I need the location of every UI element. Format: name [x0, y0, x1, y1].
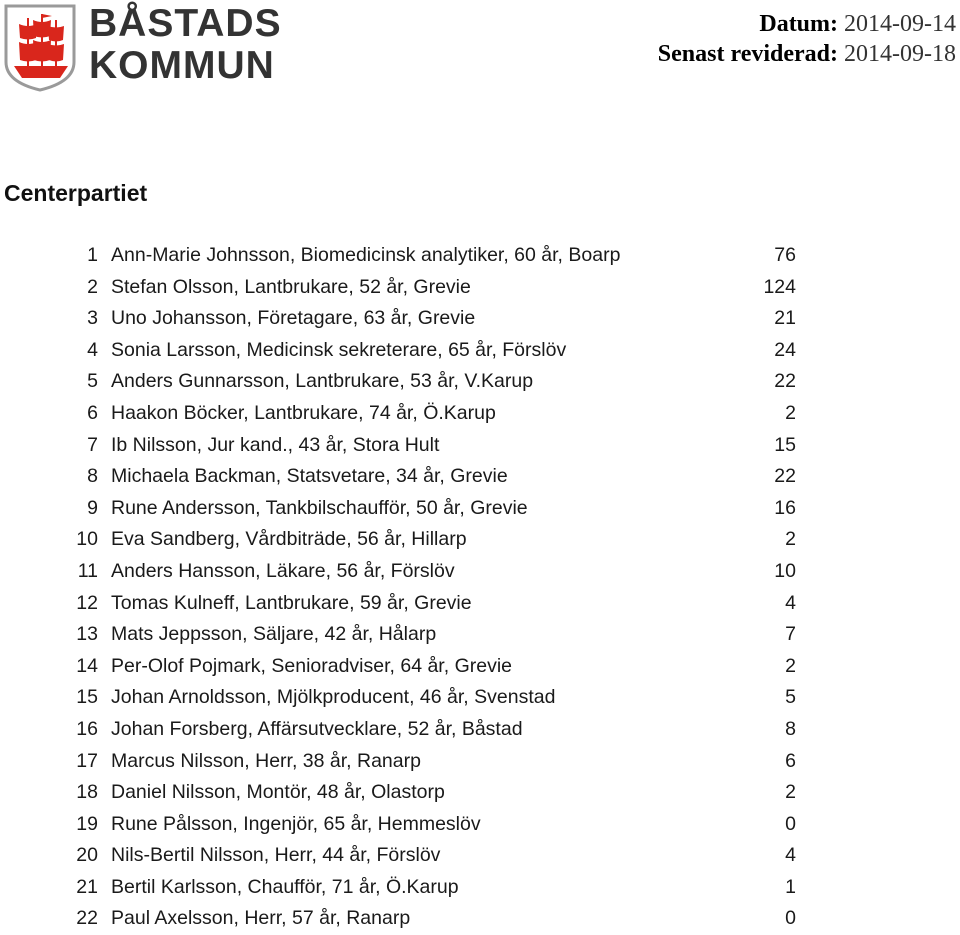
candidate-rank: 14 [76, 654, 98, 677]
candidate-votes: 6 [785, 749, 796, 772]
candidate-rank: 13 [76, 623, 98, 646]
candidate-name: Rune Pålsson, Ingenjör, 65 år, Hemmeslöv [111, 812, 481, 835]
date-value: 2014-09-14 [844, 11, 956, 37]
candidate-votes: 21 [774, 307, 796, 330]
candidate-rank: 16 [76, 717, 98, 740]
candidate-row [0, 240, 960, 272]
candidate-row [0, 398, 960, 430]
candidate-name: Ann-Marie Johnsson, Biomedicinsk analytiker, 60 år, Boarp [111, 244, 621, 266]
candidate-row [0, 903, 960, 935]
candidate-row [0, 809, 960, 841]
candidate-name: Sonia Larsson, Medicinsk sekreterare, 65 år, Förslöv [111, 338, 567, 361]
revised-label: Senast reviderad: [657, 41, 839, 67]
candidate-name: Per-Olof Pojmark, Senioradviser, 64 år, Grevie [111, 654, 512, 677]
candidate-votes: 0 [785, 907, 796, 930]
candidate-list [0, 240, 960, 935]
candidate-votes: 4 [785, 844, 796, 867]
candidate-row [0, 335, 960, 367]
candidate-rank: 6 [87, 401, 98, 424]
candidate-rank: 17 [76, 749, 98, 772]
revised-row [658, 39, 956, 69]
municipality-logo [4, 4, 304, 94]
candidate-name: Daniel Nilsson, Montör, 48 år, Olastorp [111, 781, 445, 804]
candidate-name: Marcus Nilsson, Herr, 38 år, Ranarp [111, 749, 421, 772]
logo-line-1: BÅSTADS [89, 2, 282, 45]
candidate-row [0, 872, 960, 904]
candidate-name: Michaela Backman, Statsvetare, 34 år, Grevie [111, 465, 508, 488]
candidate-row [0, 714, 960, 746]
candidate-rank: 8 [87, 465, 98, 488]
candidate-votes: 16 [774, 496, 796, 519]
candidate-rank: 4 [87, 338, 98, 361]
candidate-votes: 2 [785, 781, 796, 804]
date-row [658, 9, 956, 39]
candidate-votes: 124 [763, 275, 796, 298]
candidate-votes: 4 [785, 591, 796, 614]
document-dates [658, 9, 956, 69]
party-heading: Centerpartiet [4, 180, 148, 206]
candidate-votes: 8 [785, 717, 796, 740]
candidate-row [0, 303, 960, 335]
candidate-rank: 5 [87, 370, 98, 393]
candidate-rank: 10 [76, 528, 98, 551]
candidate-votes: 2 [785, 401, 796, 424]
candidate-rank: 3 [87, 307, 98, 330]
candidate-votes: 5 [785, 686, 796, 709]
candidate-votes: 22 [774, 370, 796, 393]
candidate-row [0, 777, 960, 809]
candidate-name: Tomas Kulneff, Lantbrukare, 59 år, Grevie [111, 591, 472, 614]
ship-crest-icon [4, 4, 78, 92]
candidate-row [0, 556, 960, 588]
candidate-row [0, 493, 960, 525]
candidate-name: Bertil Karlsson, Chaufför, 71 år, Ö.Karup [111, 875, 459, 898]
candidate-rank: 2 [87, 275, 98, 298]
candidate-votes: 1 [785, 875, 796, 898]
candidate-rank: 11 [77, 559, 98, 582]
candidate-row [0, 461, 960, 493]
candidate-row [0, 588, 960, 620]
candidate-rank: 12 [76, 591, 98, 614]
candidate-rank: 22 [76, 907, 98, 930]
candidate-name: Paul Axelsson, Herr, 57 år, Ranarp [111, 907, 411, 930]
candidate-row [0, 746, 960, 778]
candidate-name: Anders Gunnarsson, Lantbrukare, 53 år, V.Karup [111, 370, 534, 393]
candidate-row [0, 651, 960, 683]
candidate-row [0, 430, 960, 462]
candidate-name: Eva Sandberg, Vårdbiträde, 56 år, Hillarp [111, 528, 467, 551]
candidate-row [0, 524, 960, 556]
candidate-name: Uno Johansson, Företagare, 63 år, Grevie [111, 307, 476, 330]
candidate-rank: 7 [87, 433, 98, 456]
candidate-votes: 10 [774, 559, 796, 582]
candidate-rank: 18 [76, 781, 98, 804]
candidate-rank: 1 [87, 244, 98, 266]
candidate-name: Nils-Bertil Nilsson, Herr, 44 år, Förslöv [111, 844, 441, 867]
candidate-row [0, 272, 960, 304]
candidate-votes: 76 [774, 244, 796, 266]
candidate-name: Ib Nilsson, Jur kand., 43 år, Stora Hult [111, 433, 440, 456]
candidate-row [0, 366, 960, 398]
candidate-votes: 24 [774, 338, 796, 361]
candidate-name: Rune Andersson, Tankbilschaufför, 50 år, Grevie [111, 496, 528, 519]
logo-line-2: KOMMUN [89, 44, 275, 87]
date-label: Datum: [759, 11, 839, 37]
candidate-votes: 22 [774, 465, 796, 488]
candidate-row [0, 619, 960, 651]
candidate-name: Stefan Olsson, Lantbrukare, 52 år, Grevie [111, 275, 471, 298]
candidate-votes: 2 [785, 654, 796, 677]
candidate-row [0, 682, 960, 714]
candidate-name: Johan Forsberg, Affärsutvecklare, 52 år, Båstad [111, 717, 523, 740]
candidate-rank: 19 [76, 812, 98, 835]
candidate-rank: 21 [76, 875, 98, 898]
candidate-name: Johan Arnoldsson, Mjölkproducent, 46 år, Svenstad [111, 686, 556, 709]
candidate-votes: 15 [774, 433, 796, 456]
candidate-votes: 0 [785, 812, 796, 835]
candidate-votes: 2 [785, 528, 796, 551]
candidate-rank: 15 [76, 686, 98, 709]
candidate-rank: 9 [87, 496, 98, 519]
candidate-name: Haakon Böcker, Lantbrukare, 74 år, Ö.Karup [111, 401, 496, 424]
candidate-votes: 7 [785, 623, 796, 646]
candidate-name: Mats Jeppsson, Säljare, 42 år, Hålarp [111, 623, 437, 646]
candidate-rank: 20 [76, 844, 98, 867]
logo-wordmark [89, 4, 282, 88]
candidate-row [0, 840, 960, 872]
candidate-name: Anders Hansson, Läkare, 56 år, Förslöv [111, 559, 455, 582]
revised-value: 2014-09-18 [844, 41, 956, 67]
